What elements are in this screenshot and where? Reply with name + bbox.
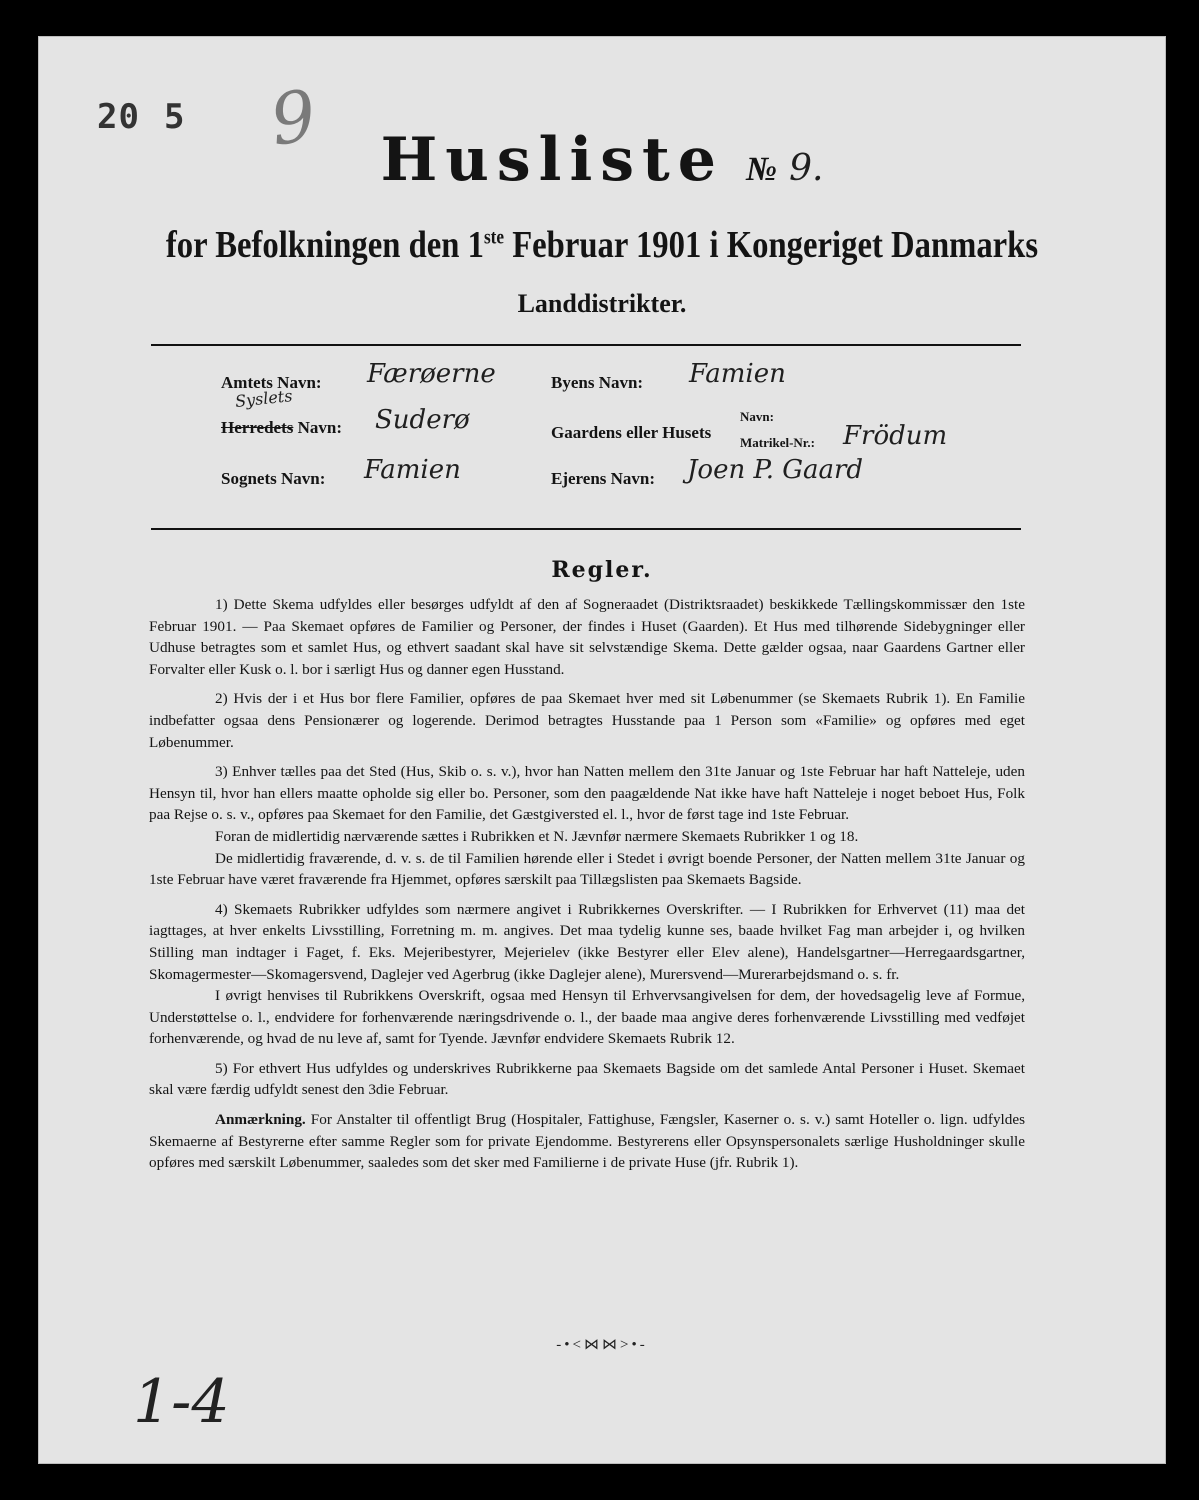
archive-stamp-number: 20 5 (97, 97, 186, 137)
number-label: № (745, 151, 778, 188)
rule-3-cont-a: Foran de midlertidig nærværende sættes i Rubrikken et N. Jævnfør nærmere Skemaets Rubrikker 1 og 18. (215, 827, 859, 845)
matrikel-label: Matrikel-Nr.: (740, 435, 815, 450)
ejer-value: Joen P. Gaard (687, 455, 864, 485)
ornament-divider: -•<⋈⋈>•- (556, 1337, 648, 1353)
herred-value: Suderø (375, 405, 470, 435)
divider-bottom (151, 528, 1021, 530)
page-subtitle: for Befolkningen den 1ste Februar 1901 i Kongeriget Danmarks (165, 224, 1039, 266)
annotation: Anmærkning. For Anstalter til offentligt Brug (Hospitaler, Fattighuse, Fængsler, Kaserner o. s. v.) samt Hoteller o. lign. udfyldes Skemaerne af Bestyrerne efter samme Regler som for private Ejendomme. Bestyrerens eller Opsynspersonalets særlige Husholdninger skulle opføres med særskilt Løbenummer, saaledes som det sker med Familierne i de private Huse (jfr. Rubrik 1). (149, 1111, 1025, 1172)
navn-label: Navn: (740, 409, 774, 424)
rules-heading: Regler. (551, 557, 653, 583)
sysselets-handwritten: Syslets (234, 386, 294, 411)
census-form-page (38, 36, 1166, 1464)
rules-body (149, 594, 1025, 1182)
rule-3: 3) Enhver tælles paa det Sted (Hus, Skib o. s. v.), hvor han Natten mellem den 31te Januar og 1ste Februar har haft Natteleje, uden Hensyn til, hvor han ellers maatte opholde sig eller bo. Personer, som den paagældende Nat ikke have haft Natteleje i noget beboet Hus, Folk paa Rejse o. s. v., opføres paa Skemaet for den Familie, det Gæstgiversted el. l., hvor de først tage ind 1ste Februar. (149, 763, 1025, 824)
ejer-label: Ejerens Navn: (551, 469, 656, 488)
rule-3-cont-b: De midlertidig fraværende, d. v. s. de til Familien hørende eller i Stedet i øvrigt boende Personer, der Natten mellem 31te Januar og 1ste Februar have været fraværende fra Hjemmet, opføres særskilt paa Tillægslisten paa Skemaets Bagside. (149, 849, 1025, 889)
rule-4-cont: I øvrigt henvises til Rubrikkens Overskrift, ogsaa med Hensyn til Erhvervsangivelsen for dem, der hovedsagelig leve af Formue, Understøttelse o. l., endvidere for forhenværende næringsdrivende o. l., der baade maa angive deres forhenværende Livsstilling med vedføjet forhenværende, og hvad de nu leve af, samt for Tyende. Jævnfør endvidere Skemaets Rubrik 12. (149, 987, 1025, 1048)
list-number-handwritten: 9. (789, 148, 824, 189)
sogn-value: Famien (364, 455, 461, 485)
rule-4: 4) Skemaets Rubrikker udfyldes som nærmere angivet i Rubrikkernes Overskrifter. — I Rubrikken for Erhvervet (11) maa det iagttages, at hver enkelts Livsstilling, Forretning m. m. angives. Det maa tydelig kunne ses, baade hvilket Fag man arbejder i, og hvilken Stilling man indtager i Faget, f. Eks. Mejeribestyrer, Mejerielev (ikke Bestyrer eller Elev alene), Handelsgartner—Herregaardsgartner, Skomagermester—Skomagersvend, Daglejer ved Agerbrug (ikke Daglejer alene), Murersvend—Murerarbejdsmand o. s. fr. (149, 900, 1025, 983)
by-value: Famien (689, 359, 786, 389)
rule-2: 2) Hvis der i et Hus bor flere Familier, opføres de paa Skemaet hver med sit Løbenummer (se Skemaets Rubrik 1). En Familie indbefatter ogsaa dens Pensionærer og logerende. Derimod betragtes Husstande paa 1 Person som «Familie» og opføres med eget Løbenummer. (149, 690, 1025, 751)
handwritten-range: 1-4 (133, 1367, 230, 1437)
divider-top (151, 344, 1021, 346)
rule-5: 5) For ethvert Hus udfyldes og underskrives Rubrikkerne paa Skemaets Bagside om det samlede Antal Personer i Huset. Skemaet skal være færdig udfyldt senest den 3die Februar. (149, 1059, 1025, 1099)
gaard-label: Gaardens eller Husets (551, 423, 712, 442)
sogn-label: Sognets Navn: (221, 469, 326, 488)
amt-value: Færøerne (367, 359, 496, 389)
page-title: Husliste (380, 125, 724, 195)
district-heading: Landdistrikter. (517, 289, 687, 318)
handwritten-pencil-mark: 9 (265, 74, 322, 162)
title-block (39, 125, 1165, 195)
herred-label: Herredets Navn: (221, 418, 343, 437)
amt-label: Amtets Navn: (221, 373, 322, 392)
rule-1: 1) Dette Skema udfyldes eller besørges udfyldt af den af Sogneraadet (Distriktsraadet) beskikkede Tællingskommissær den 1ste Februar 1901. — Paa Skemaet opføres de Familier og Personer, der findes i Huset (Gaarden). Et Hus med tilhørende Sidebygninger eller Udhuse betragtes som et samlet Hus, og ethvert saadant skal have sit selvstændige Skema. Dette gælder ogsaa, naar Gaardens Gartner eller Forvalter eller Kusk o. l. bor i særligt Hus og danner egen Husstand. (149, 596, 1025, 678)
matrikel-value: Frödum (843, 421, 948, 451)
by-label: Byens Navn: (551, 373, 644, 392)
